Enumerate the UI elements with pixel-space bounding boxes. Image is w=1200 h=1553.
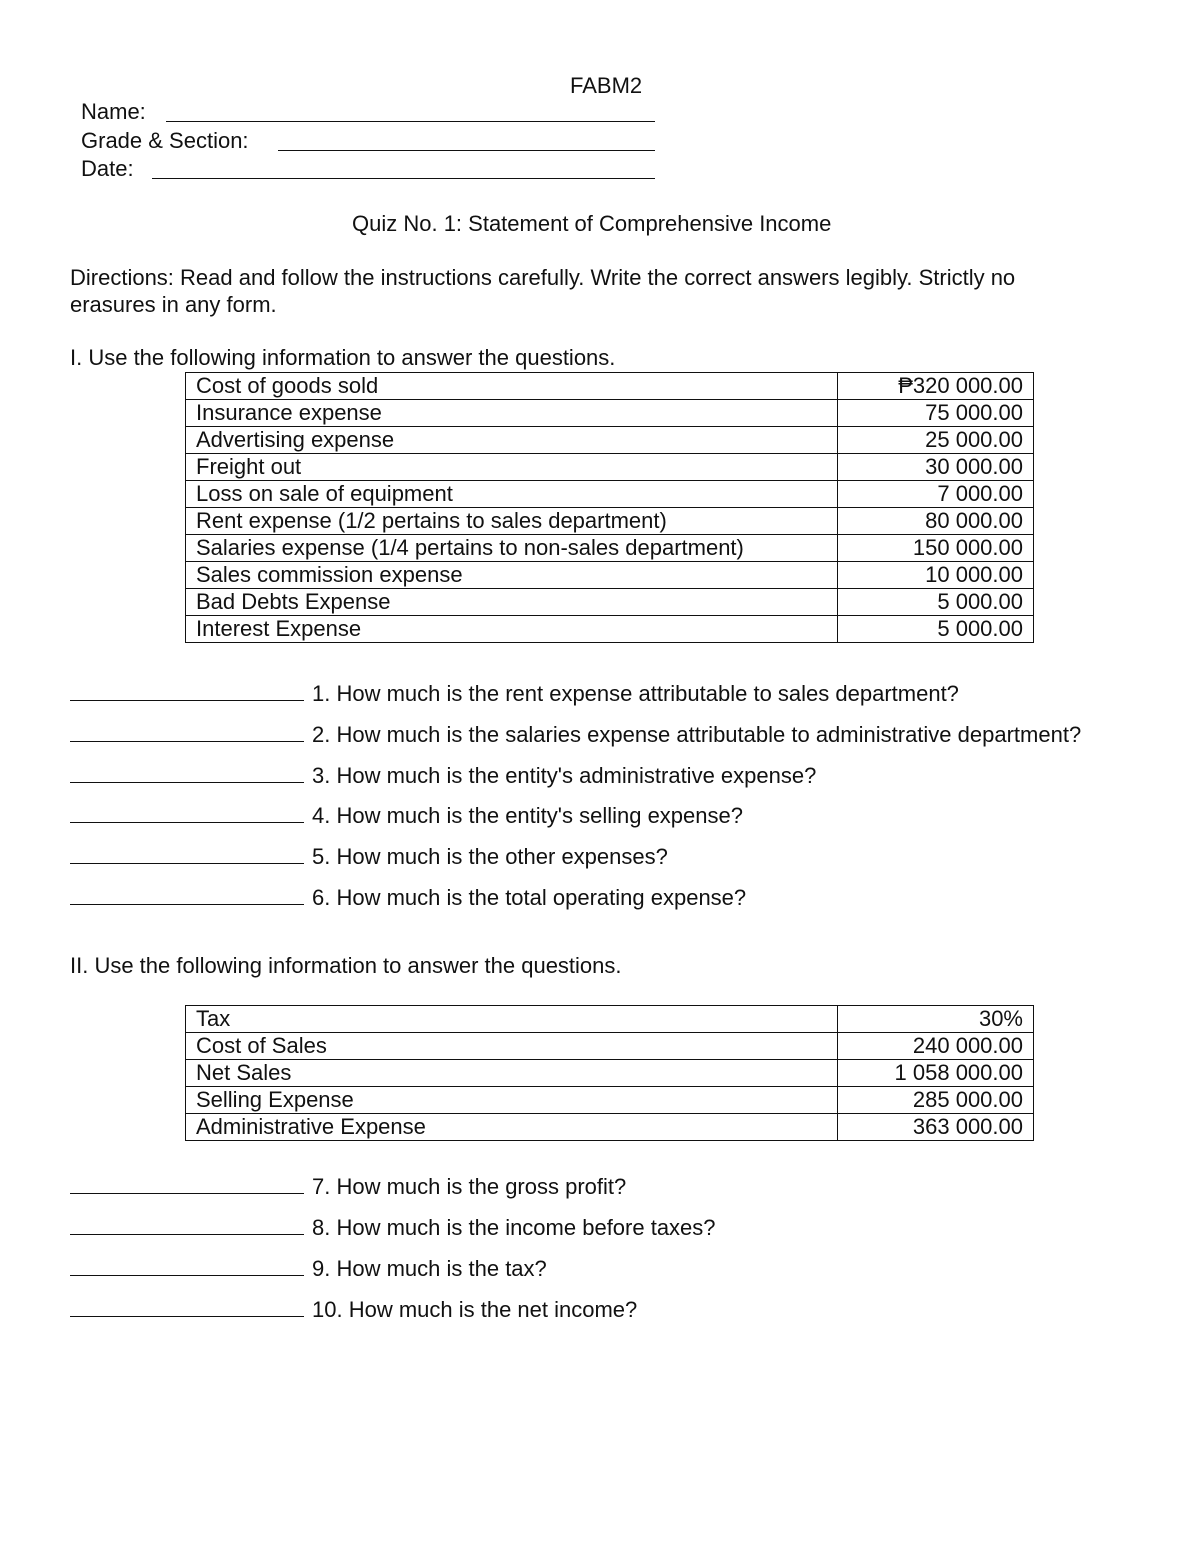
date-label: Date: (81, 156, 134, 181)
question-text: 5. How much is the other expenses? (312, 844, 668, 869)
table-row (186, 508, 1034, 535)
amount-cell: 80 000.00 (838, 508, 1034, 535)
amount-cell: 150 000.00 (838, 535, 1034, 562)
item-cell: Administrative Expense (186, 1114, 838, 1141)
question-text: 6. How much is the total operating expense? (312, 885, 747, 910)
item-cell: Bad Debts Expense (186, 589, 838, 616)
question-text: 10. How much is the net income? (312, 1297, 638, 1322)
item-cell: Sales commission expense (186, 562, 838, 589)
question-1 (70, 681, 959, 707)
amount-cell: 10 000.00 (838, 562, 1034, 589)
answer-blank[interactable] (70, 682, 304, 701)
item-cell: Cost of Sales (186, 1033, 838, 1060)
amount-cell: 1 058 000.00 (838, 1060, 1034, 1087)
question-10 (70, 1297, 637, 1323)
table-row (186, 535, 1034, 562)
amount-cell: 363 000.00 (838, 1114, 1034, 1141)
answer-blank[interactable] (70, 804, 304, 823)
question-text: 2. How much is the salaries expense attributable to administrative department? (312, 722, 1082, 747)
table-row (186, 562, 1034, 589)
item-cell: Tax (186, 1006, 838, 1033)
question-text: 1. How much is the rent expense attributable to sales department? (312, 681, 959, 706)
question-text: 3. How much is the entity's administrative expense? (312, 763, 817, 788)
question-text: 4. How much is the entity's selling expense? (312, 803, 743, 828)
table-row (186, 589, 1034, 616)
item-cell: Freight out (186, 454, 838, 481)
item-cell: Advertising expense (186, 427, 838, 454)
item-cell: Salaries expense (1/4 pertains to non-sales department) (186, 535, 838, 562)
question-7 (70, 1174, 626, 1200)
question-text: 9. How much is the tax? (312, 1256, 547, 1281)
part1-table (185, 372, 1034, 643)
answer-blank[interactable] (70, 1175, 304, 1194)
question-3 (70, 763, 816, 789)
grade-section-label: Grade & Section: (81, 128, 249, 153)
answer-blank[interactable] (70, 886, 304, 905)
name-label: Name: (81, 99, 146, 124)
table-row (186, 1087, 1034, 1114)
question-6 (70, 885, 746, 911)
amount-cell: 285 000.00 (838, 1087, 1034, 1114)
amount-cell: 30 000.00 (838, 454, 1034, 481)
item-cell: Rent expense (1/2 pertains to sales department) (186, 508, 838, 535)
name-field[interactable] (166, 121, 655, 122)
amount-cell: 7 000.00 (838, 481, 1034, 508)
amount-cell: 5 000.00 (838, 589, 1034, 616)
question-4 (70, 803, 743, 829)
item-cell: Net Sales (186, 1060, 838, 1087)
table-row (186, 1033, 1034, 1060)
answer-blank[interactable] (70, 764, 304, 783)
item-cell: Interest Expense (186, 616, 838, 643)
date-field[interactable] (152, 178, 655, 179)
table-row (186, 373, 1034, 400)
item-cell: Cost of goods sold (186, 373, 838, 400)
question-text: 7. How much is the gross profit? (312, 1174, 627, 1199)
item-cell: Loss on sale of equipment (186, 481, 838, 508)
part1-heading: I. Use the following information to answer the questions. (70, 345, 616, 370)
table-row (186, 1060, 1034, 1087)
grade-section-field[interactable] (278, 150, 655, 151)
subject-title: FABM2 (570, 73, 643, 98)
table-row (186, 616, 1034, 643)
table-row (186, 1114, 1034, 1141)
amount-cell: 5 000.00 (838, 616, 1034, 643)
answer-blank[interactable] (70, 1298, 304, 1317)
part2-table (185, 1005, 1034, 1141)
table-row (186, 427, 1034, 454)
table-row (186, 1006, 1034, 1033)
question-9 (70, 1256, 547, 1282)
answer-blank[interactable] (70, 845, 304, 864)
question-8 (70, 1215, 716, 1241)
answer-blank[interactable] (70, 1216, 304, 1235)
table-row (186, 481, 1034, 508)
amount-cell: 25 000.00 (838, 427, 1034, 454)
quiz-title: Quiz No. 1: Statement of Comprehensive Income (352, 211, 832, 236)
directions-line-1: Directions: Read and follow the instructions carefully. Write the correct answers legibly. Strictly no (70, 265, 1016, 290)
part2-heading: II. Use the following information to answer the questions. (70, 953, 622, 978)
table-row (186, 454, 1034, 481)
amount-cell: 75 000.00 (838, 400, 1034, 427)
answer-blank[interactable] (70, 1257, 304, 1276)
amount-cell: ₱320 000.00 (838, 373, 1034, 400)
table-row (186, 400, 1034, 427)
amount-cell: 30% (838, 1006, 1034, 1033)
question-2 (70, 722, 1081, 748)
amount-cell: 240 000.00 (838, 1033, 1034, 1060)
question-text: 8. How much is the income before taxes? (312, 1215, 716, 1240)
item-cell: Selling Expense (186, 1087, 838, 1114)
answer-blank[interactable] (70, 723, 304, 742)
question-5 (70, 844, 668, 870)
directions-line-2: erasures in any form. (70, 292, 277, 317)
item-cell: Insurance expense (186, 400, 838, 427)
